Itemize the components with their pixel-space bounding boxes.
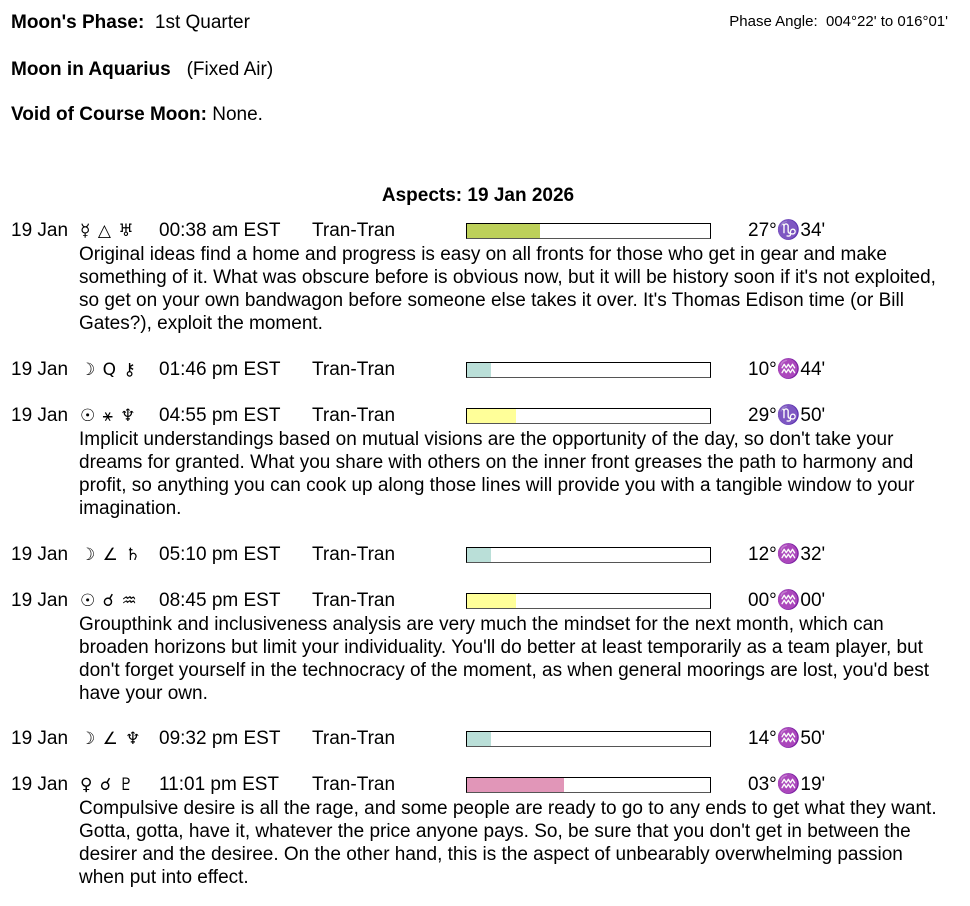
aspect-kind: Tran-Tran — [312, 728, 396, 749]
aspect-kind: Tran-Tran — [312, 774, 396, 795]
phase-angle-value: 004°22' to 016°01' — [826, 13, 948, 30]
aspect-entry — [0, 589, 970, 705]
strength-bar — [466, 223, 711, 239]
strength-bar-fill — [467, 363, 491, 377]
aspect-time: 00:38 am EST — [159, 220, 281, 241]
aspect-position: 12°♒32' — [748, 544, 826, 565]
phase-angle-label: Phase Angle: — [729, 13, 818, 30]
strength-bar-fill — [467, 778, 564, 792]
aspect-description: Compulsive desire is all the rage, and some people are ready to go to any ends to get what they want. Gotta, gotta, have it, whatever the price anyone pays. So, be sure that you don't get in between the desirer and the desiree. On the other hand, this is the aspect of unbearably overwhelming passion when put into effect. — [79, 798, 937, 888]
aspect-position: 10°♒44' — [748, 359, 826, 380]
aspect-entry — [0, 727, 970, 751]
aspect-description: Groupthink and inclusiveness analysis are very much the mindset for the next month, which can broaden horizons but limit your individuality. You'll do better at least temporarily as a team player, but don't forget yourself in the technocracy of the moment, as when general moorings are lost, you'd best have your own. — [79, 614, 930, 704]
aspect-time: 01:46 pm EST — [159, 359, 281, 380]
moon-phase-label: Moon's Phase: — [11, 12, 145, 33]
aspect-row — [0, 773, 970, 797]
aspect-row — [0, 358, 970, 382]
aspect-row — [0, 219, 970, 243]
strength-bar — [466, 777, 711, 793]
aspect-kind: Tran-Tran — [312, 359, 396, 380]
aspect-row — [0, 589, 970, 613]
aspect-time: 11:01 pm EST — [159, 774, 280, 795]
aspect-glyphs-icon: ☽ ∠ ♄ — [80, 545, 142, 565]
aspect-position: 03°♒19' — [748, 774, 826, 795]
aspect-description: Implicit understandings based on mutual visions are the opportunity of the day, so don't take your dreams for granted. What you share with others on the inner front greases the path to harmony and profit, so anything you can cook up along those lines will provide you with a tangible window to your imagination. — [79, 429, 915, 519]
aspect-description: Original ideas find a home and progress is easy on all fronts for those who get in gear and make something of it. What was obscure before is obvious now, but it will be history soon if it's not exploited, so get on your own bandwagon before someone else takes it over. It's Thomas Edison time (or Bill Gates?), exploit the moment. — [79, 244, 936, 334]
aspect-entry — [0, 219, 970, 335]
moon-sign-label: Moon in Aquarius — [11, 59, 171, 80]
aspect-entry — [0, 358, 970, 382]
aspect-time: 04:55 pm EST — [159, 405, 281, 426]
aspect-time: 09:32 pm EST — [159, 728, 281, 749]
aspect-row — [0, 404, 970, 428]
strength-bar-fill — [467, 732, 491, 746]
aspect-row — [0, 543, 970, 567]
aspect-date: 19 Jan — [11, 590, 69, 611]
aspect-date: 19 Jan — [11, 220, 69, 241]
aspect-time: 05:10 pm EST — [159, 544, 281, 565]
aspect-entry — [0, 404, 970, 520]
aspect-position: 00°♒00' — [748, 590, 826, 611]
moon-sign — [11, 59, 273, 81]
aspect-date: 19 Jan — [11, 544, 69, 565]
aspect-glyphs-icon: ☿ △ ♅ — [80, 221, 135, 241]
aspect-glyphs-icon: ☉ ☌ ♒ — [80, 591, 138, 611]
aspect-kind: Tran-Tran — [312, 405, 396, 426]
void-of-course-value: None. — [212, 104, 263, 125]
aspect-date: 19 Jan — [11, 405, 69, 426]
moon-phase — [11, 12, 250, 34]
strength-bar — [466, 593, 711, 609]
aspect-position: 27°♑34' — [748, 220, 826, 241]
phase-angle — [729, 12, 948, 32]
strength-bar-fill — [467, 548, 491, 562]
aspect-glyphs-icon: ♀ ☌ ♇ — [80, 775, 135, 795]
strength-bar-fill — [467, 594, 516, 608]
aspect-kind: Tran-Tran — [312, 544, 396, 565]
strength-bar — [466, 547, 711, 563]
void-of-course — [11, 104, 263, 126]
aspect-kind: Tran-Tran — [312, 590, 396, 611]
strength-bar — [466, 731, 711, 747]
aspect-row — [0, 727, 970, 751]
strength-bar — [466, 362, 711, 378]
aspect-entry — [0, 543, 970, 567]
aspect-time: 08:45 pm EST — [159, 590, 281, 611]
strength-bar-fill — [467, 224, 540, 238]
aspect-position: 14°♒50' — [748, 728, 826, 749]
aspect-date: 19 Jan — [11, 774, 69, 795]
aspect-entry — [0, 773, 970, 889]
moon-sign-value: (Fixed Air) — [186, 59, 274, 80]
aspect-position: 29°♑50' — [748, 405, 826, 426]
aspect-date: 19 Jan — [11, 359, 69, 380]
aspects-title: Aspects: 19 Jan 2026 — [381, 185, 575, 206]
strength-bar-fill — [467, 409, 516, 423]
aspect-kind: Tran-Tran — [312, 220, 396, 241]
aspect-glyphs-icon: ☽ Q ⚷ — [80, 360, 137, 380]
aspect-glyphs-icon: ☉ ⚹ ♆ — [80, 406, 137, 426]
void-of-course-label: Void of Course Moon: — [11, 104, 207, 125]
aspect-date: 19 Jan — [11, 728, 69, 749]
moon-phase-value: 1st Quarter — [154, 12, 250, 33]
strength-bar — [466, 408, 711, 424]
aspect-glyphs-icon: ☽ ∠ ♆ — [80, 729, 142, 749]
